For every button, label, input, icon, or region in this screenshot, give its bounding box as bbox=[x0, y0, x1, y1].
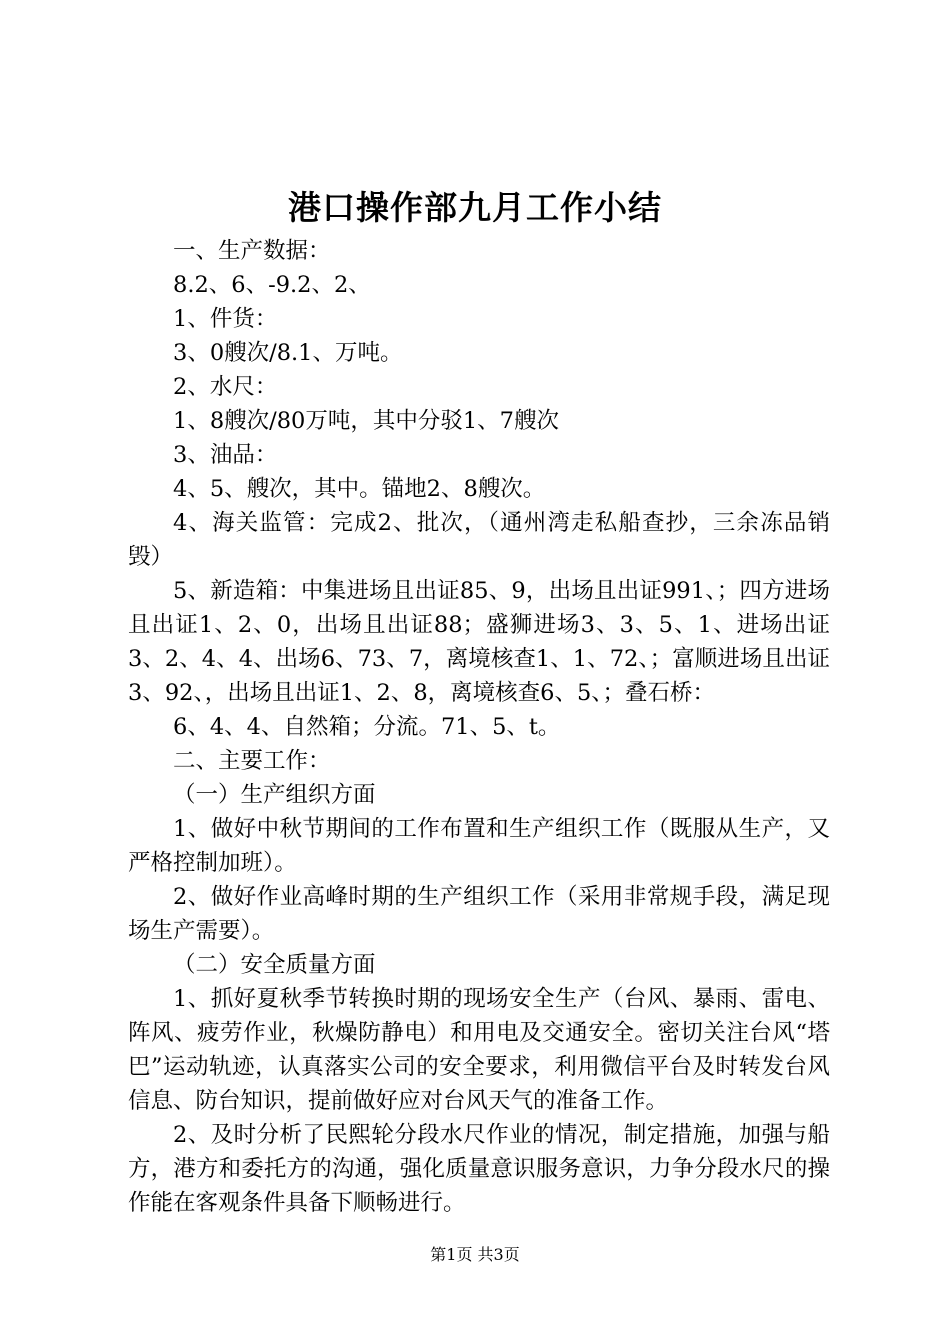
paragraph: 2、水尺： bbox=[173, 374, 278, 400]
paragraph: 1、做好中秋节期间的工作布置和生产组织工作（既服从生产，又严格控制加班）。 bbox=[128, 816, 830, 876]
paragraph: 1、件货： bbox=[173, 306, 278, 332]
paragraph: 4、5、艘次，其中。锚地2、8艘次。 bbox=[173, 476, 546, 502]
paragraph: 8.2、6、-9.2、2、 bbox=[173, 272, 371, 298]
page-number-footer: 第1页 共3页 bbox=[430, 1245, 520, 1264]
paragraph: 6、4、4、自然箱；分流。71、5、t。 bbox=[173, 714, 561, 740]
paragraph: 2、做好作业高峰时期的生产组织工作（采用非常规手段，满足现场生产需要）。 bbox=[128, 884, 830, 944]
paragraph: 3、油品： bbox=[173, 442, 278, 468]
paragraph: 1、抓好夏秋季节转换时期的现场安全生产（台风、暴雨、雷电、阵风、疲劳作业，秋燥防静电）和用电及交通安全。密切关注台风“塔巴”运动轨迹，认真落实公司的安全要求，利用微信平台及时转发台风信息、防台知识，提前做好应对台风天气的准备工作。 bbox=[128, 986, 830, 1114]
paragraph: 一、生产数据： bbox=[173, 238, 331, 264]
paragraph: 二、主要工作： bbox=[173, 748, 331, 774]
document-title: 港口操作部九月工作小结 bbox=[288, 188, 662, 227]
paragraph: 3、0艘次/8.1、万吨。 bbox=[173, 340, 403, 366]
document-body bbox=[128, 234, 830, 1220]
paragraph: 5、新造箱：中集进场且出证85、9，出场且出证991、；四方进场且出证1、2、0，出场且出证88；盛狮进场3、3、5、1、进场出证3、2、4、4、出场6、73、7，离境核查1、1、72、；富顺进场且出证3、92、，出场且出证1、2、8，离境核查6、5、；叠石桥： bbox=[128, 578, 830, 706]
paragraph: 4、海关监管：完成2、批次，（通州湾走私船查抄，三余冻品销毁） bbox=[128, 510, 830, 570]
paragraph: （二）安全质量方面 bbox=[173, 952, 376, 978]
paragraph: 2、及时分析了民熙轮分段水尺作业的情况，制定措施，加强与船方，港方和委托方的沟通，强化质量意识服务意识，力争分段水尺的操作能在客观条件具备下顺畅进行。 bbox=[128, 1122, 830, 1216]
paragraph: 1、8艘次/80万吨，其中分驳1、7艘次 bbox=[173, 408, 559, 434]
paragraph: （一）生产组织方面 bbox=[173, 782, 376, 808]
